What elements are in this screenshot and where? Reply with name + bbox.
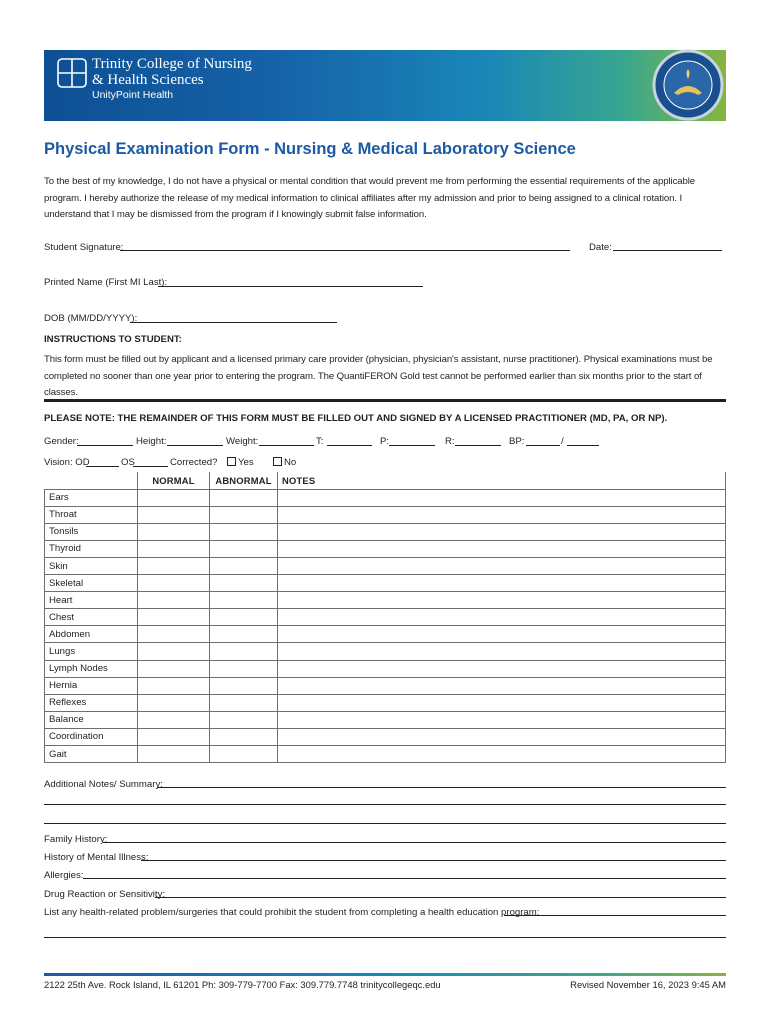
- yes-checkbox[interactable]: [227, 457, 236, 466]
- parent-org: UnityPoint Health: [92, 89, 174, 101]
- additional-notes-line-3[interactable]: [44, 823, 726, 824]
- additional-notes-line-2[interactable]: [44, 804, 726, 805]
- exam-row-label: Skeletal: [45, 575, 138, 592]
- exam-row: [45, 746, 726, 763]
- student-signature-label: Student Signature:: [44, 242, 124, 253]
- abnormal-cell[interactable]: [210, 489, 278, 506]
- drug-reaction-label: Drug Reaction or Sensitivity:: [44, 889, 166, 900]
- exam-row: [45, 609, 726, 626]
- normal-cell[interactable]: [138, 711, 210, 728]
- notes-cell[interactable]: [278, 626, 726, 643]
- normal-cell[interactable]: [138, 694, 210, 711]
- abnormal-cell[interactable]: [210, 660, 278, 677]
- abnormal-cell[interactable]: [210, 746, 278, 763]
- notes-cell[interactable]: [278, 592, 726, 609]
- abnormal-cell[interactable]: [210, 677, 278, 694]
- bp-systolic-field[interactable]: [526, 445, 560, 446]
- section-divider: [44, 399, 726, 402]
- abnormal-cell[interactable]: [210, 728, 278, 745]
- exam-row: [45, 592, 726, 609]
- notes-cell[interactable]: [278, 711, 726, 728]
- normal-cell[interactable]: [138, 523, 210, 540]
- notes-cell[interactable]: [278, 728, 726, 745]
- normal-cell[interactable]: [138, 609, 210, 626]
- health-problems-label: List any health-related problem/surgeries that could prohibit the student from completing a health education program:: [44, 907, 540, 918]
- health-problems-line-2[interactable]: [44, 937, 726, 938]
- abnormal-cell[interactable]: [210, 592, 278, 609]
- notes-cell[interactable]: [278, 609, 726, 626]
- vision-od-field[interactable]: [86, 466, 119, 467]
- family-history-field[interactable]: [103, 842, 726, 843]
- exam-row: [45, 643, 726, 660]
- temperature-label: T:: [316, 436, 324, 447]
- abnormal-cell[interactable]: [210, 643, 278, 660]
- additional-notes-field[interactable]: [157, 787, 726, 788]
- notes-cell[interactable]: [278, 540, 726, 557]
- college-seal-icon: [652, 49, 724, 121]
- normal-cell[interactable]: [138, 540, 210, 557]
- exam-row: [45, 540, 726, 557]
- notes-cell[interactable]: [278, 575, 726, 592]
- height-field[interactable]: [167, 445, 223, 446]
- abnormal-cell[interactable]: [210, 694, 278, 711]
- weight-field[interactable]: [259, 445, 314, 446]
- mental-illness-field[interactable]: [141, 860, 726, 861]
- corrected-label: Corrected?: [170, 457, 218, 468]
- abnormal-cell[interactable]: [210, 626, 278, 643]
- height-label: Height:: [136, 436, 167, 447]
- exam-row-label: Lymph Nodes: [45, 660, 138, 677]
- abnormal-cell[interactable]: [210, 609, 278, 626]
- normal-cell[interactable]: [138, 660, 210, 677]
- abnormal-cell[interactable]: [210, 575, 278, 592]
- normal-cell[interactable]: [138, 557, 210, 574]
- instructions-text: This form must be filled out by applicant and a licensed primary care provider (physician, physician's assistant, nurse practitioner). Physical examinations must be completed no sooner than one year prior to entering the program. The QuantiFERON Gold test cannot be performed earlier than six months prior to the start of classes.: [44, 354, 713, 398]
- printed-name-label: Printed Name (First MI Last):: [44, 277, 168, 288]
- exam-table-header: [45, 472, 726, 489]
- notes-cell[interactable]: [278, 489, 726, 506]
- notes-cell[interactable]: [278, 643, 726, 660]
- college-name-line1: Trinity College of Nursing: [92, 56, 252, 72]
- exam-row-label: Reflexes: [45, 694, 138, 711]
- corrected-no-option[interactable]: [273, 457, 296, 468]
- bp-separator: /: [561, 436, 564, 447]
- normal-cell[interactable]: [138, 592, 210, 609]
- normal-cell[interactable]: [138, 575, 210, 592]
- exam-row: [45, 575, 726, 592]
- instructions-heading: INSTRUCTIONS TO STUDENT:: [44, 334, 182, 345]
- bp-diastolic-field[interactable]: [567, 445, 599, 446]
- page-title: Physical Examination Form - Nursing & Medical Laboratory Science: [44, 140, 576, 158]
- normal-cell[interactable]: [138, 506, 210, 523]
- practitioner-note: PLEASE NOTE: THE REMAINDER OF THIS FORM MUST BE FILLED OUT AND SIGNED BY A LICENSED PRACTITIONER (MD, PA, OR NP).: [44, 413, 668, 424]
- exam-row: [45, 711, 726, 728]
- exam-col-normal: NORMAL: [138, 472, 210, 489]
- dob-field[interactable]: [130, 322, 337, 323]
- footer-address: 2122 25th Ave. Rock Island, IL 61201 Ph: 309-779-7700 Fax: 309.779.7748 trinitycollegeqc.edu: [44, 979, 441, 990]
- footer-revised-date: Revised November 16, 2023 9:45 AM: [570, 979, 726, 990]
- exam-col-system: [45, 472, 138, 489]
- exam-col-abnormal: ABNORMAL: [210, 472, 278, 489]
- college-cross-logo-icon: [57, 58, 87, 88]
- additional-notes-label: Additional Notes/ Summary:: [44, 779, 163, 790]
- college-name-line2: & Health Sciences: [92, 72, 204, 88]
- vision-os-field[interactable]: [133, 466, 168, 467]
- allergies-label: Allergies:: [44, 870, 84, 881]
- bp-label: BP:: [509, 436, 525, 447]
- exam-row: [45, 557, 726, 574]
- exam-row: [45, 489, 726, 506]
- gender-field[interactable]: [77, 445, 133, 446]
- exam-row-label: Coordination: [45, 728, 138, 745]
- notes-cell[interactable]: [278, 557, 726, 574]
- exam-row: [45, 728, 726, 745]
- exam-row-label: Hernia: [45, 677, 138, 694]
- normal-cell[interactable]: [138, 728, 210, 745]
- exam-row-label: Gait: [45, 746, 138, 763]
- normal-cell[interactable]: [138, 643, 210, 660]
- notes-cell[interactable]: [278, 523, 726, 540]
- normal-cell[interactable]: [138, 677, 210, 694]
- exam-row-label: Throat: [45, 506, 138, 523]
- mental-illness-label: History of Mental Illness:: [44, 852, 149, 863]
- vision-os-label: OS: [121, 457, 135, 468]
- exam-row-label: Lungs: [45, 643, 138, 660]
- temperature-field[interactable]: [327, 445, 372, 446]
- normal-cell[interactable]: [138, 626, 210, 643]
- health-problems-field[interactable]: [504, 915, 726, 916]
- attestation-text: To the best of my knowledge, I do not have a physical or mental condition that would prevent me from performing the essential requirements of the applicable program. I hereby authorize the release of my medical information to clinical affiliates after my admission and prior to being assigned to a clinical rotation. I understand that I may be dismissed from the program if I knowingly submit false information.: [44, 176, 696, 220]
- student-signature-field[interactable]: [120, 250, 570, 251]
- no-checkbox[interactable]: [273, 457, 282, 466]
- printed-name-field[interactable]: [158, 286, 423, 287]
- corrected-yes-option[interactable]: [227, 457, 254, 468]
- exam-row-label: Thyroid: [45, 540, 138, 557]
- exam-row: [45, 523, 726, 540]
- date-field[interactable]: [613, 250, 722, 251]
- abnormal-cell[interactable]: [210, 523, 278, 540]
- drug-reaction-field[interactable]: [155, 897, 726, 898]
- notes-cell[interactable]: [278, 506, 726, 523]
- exam-row-label: Ears: [45, 489, 138, 506]
- exam-row-label: Heart: [45, 592, 138, 609]
- exam-table: [44, 472, 726, 763]
- notes-cell[interactable]: [278, 660, 726, 677]
- exam-row: [45, 506, 726, 523]
- abnormal-cell[interactable]: [210, 506, 278, 523]
- gender-label: Gender:: [44, 436, 79, 447]
- allergies-field[interactable]: [83, 878, 726, 879]
- exam-row-label: Tonsils: [45, 523, 138, 540]
- abnormal-cell[interactable]: [210, 711, 278, 728]
- notes-cell[interactable]: [278, 677, 726, 694]
- exam-col-notes: NOTES: [278, 472, 726, 489]
- exam-row-label: Skin: [45, 557, 138, 574]
- notes-cell[interactable]: [278, 746, 726, 763]
- yes-label: Yes: [238, 457, 254, 468]
- exam-row: [45, 677, 726, 694]
- footer-divider: [44, 973, 726, 976]
- normal-cell[interactable]: [138, 746, 210, 763]
- college-wordmark: [92, 56, 252, 103]
- header-banner: [44, 50, 726, 121]
- dob-label: DOB (MM/DD/YYYY):: [44, 313, 138, 324]
- family-history-label: Family History:: [44, 834, 108, 845]
- notes-cell[interactable]: [278, 694, 726, 711]
- exam-row: [45, 660, 726, 677]
- vision-od-label: Vision: OD: [44, 457, 90, 468]
- weight-label: Weight:: [226, 436, 259, 447]
- exam-row: [45, 694, 726, 711]
- exam-row-label: Chest: [45, 609, 138, 626]
- pulse-label: P:: [380, 436, 390, 447]
- date-label: Date:: [589, 242, 612, 253]
- respiration-field[interactable]: [455, 445, 501, 446]
- exam-row-label: Abdomen: [45, 626, 138, 643]
- abnormal-cell[interactable]: [210, 540, 278, 557]
- exam-row: [45, 626, 726, 643]
- no-label: No: [284, 457, 297, 468]
- normal-cell[interactable]: [138, 489, 210, 506]
- exam-row-label: Balance: [45, 711, 138, 728]
- abnormal-cell[interactable]: [210, 557, 278, 574]
- pulse-field[interactable]: [389, 445, 435, 446]
- respiration-label: R:: [445, 436, 455, 447]
